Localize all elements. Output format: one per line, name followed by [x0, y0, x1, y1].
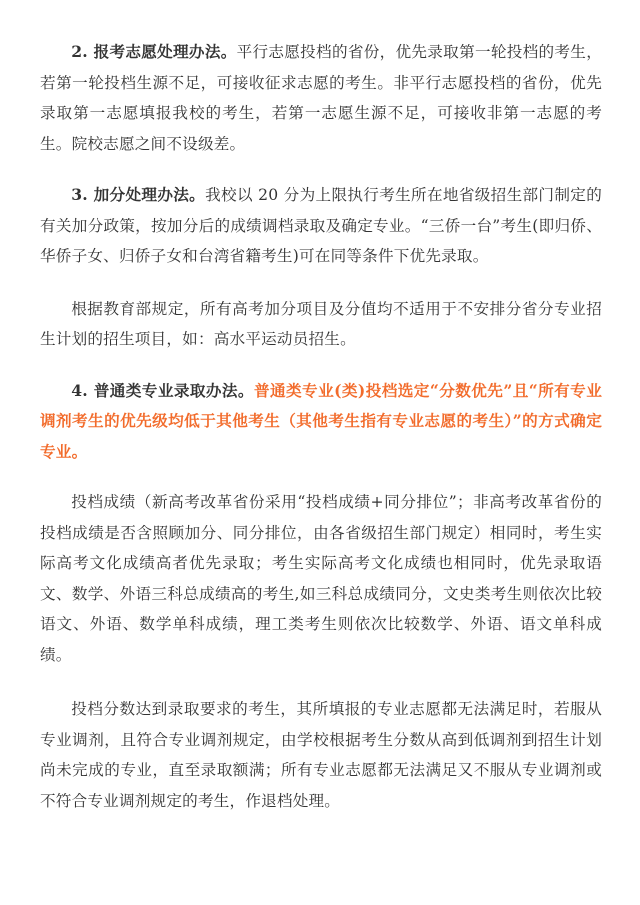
paragraph-major-admission — [40, 376, 602, 468]
paragraph-text: 平行志愿投档的省份，优先录取第一轮投档的考生，若第一轮投档生源不足，可接收征求志愿的考生。非平行志愿投档的省份，优先录取第一志愿填报我校的考生，若第一志愿生源不足，可接收非第一志愿的考生。院校志愿之间不设级差。 — [40, 43, 602, 153]
paragraph-ministry-rule — [40, 294, 602, 355]
paragraph-lead: 2. 报考志愿处理办法。 — [71, 42, 237, 61]
paragraph-tie-break — [40, 487, 602, 670]
paragraph-volunteer-handling — [40, 37, 602, 159]
paragraph-lead: 3. 加分处理办法。 — [71, 185, 206, 204]
paragraph-text: 根据教育部规定，所有高考加分项目及分值均不适用于不安排分省分专业招生计划的招生项目，如：高水平运动员招生。 — [40, 299, 602, 348]
highlighted-text: 普通类专业(类)投档选定“分数优先”且“所有专业调剂考生的优先级均低于其他考生（其他考生指有专业志愿的考生）”的方式确定专业。 — [40, 380, 602, 461]
paragraph-text: 我校以 20 分为上限执行考生所在地省级招生部门制定的有关加分政策，按加分后的成绩调档录取及确定专业。“三侨一台”考生(即归侨、华侨子女、归侨子女和台湾省籍考生)可在同等条件下优先录取。 — [40, 186, 602, 265]
paragraph-bonus-points — [40, 180, 602, 272]
paragraph-text: 投档成绩（新高考改革省份采用“投档成绩+同分排位”；非高考改革省份的投档成绩是否含照顾加分、同分排位，由各省级招生部门规定）相同时，考生实际高考文化成绩高者优先录取；考生实际高考文化成绩也相同时，优先录取语文、数学、外语三科总成绩高的考生,如三科总成绩同分，文史类考生则依次比较语文、外语、数学单科成绩，理工类考生则依次比较数学、外语、语文单科成绩。 — [40, 493, 602, 664]
paragraph-adjustment — [40, 694, 602, 816]
paragraph-text: 投档分数达到录取要求的考生，其所填报的专业志愿都无法满足时，若服从专业调剂，且符合专业调剂规定，由学校根据考生分数从高到低调剂到招生计划尚未完成的专业，直至录取额满；所有专业志愿都无法满足又不服从专业调剂或不符合专业调剂规定的考生，作退档处理。 — [40, 700, 602, 810]
paragraph-lead: 4. 普通类专业录取办法。 — [71, 380, 254, 400]
